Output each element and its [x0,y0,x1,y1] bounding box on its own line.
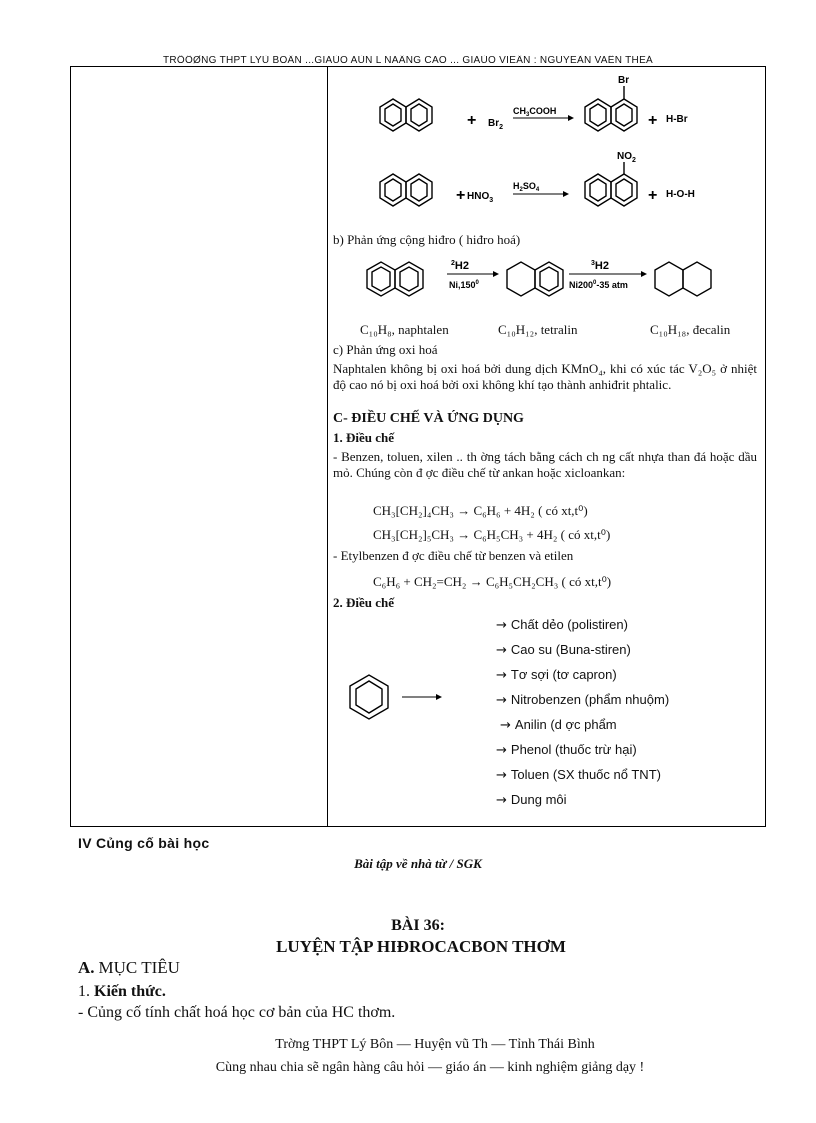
condition-1: Ni,150$^0$ [449,280,479,290]
tetralin-structure [507,262,563,296]
footer-slogan: Cùng nhau chia sẽ ngân hàng câu hỏi — giáo án — kinh nghiệm giảng dạy ! [215,1060,645,1074]
naphthalene-structure [380,99,432,131]
bromination-reaction [370,72,730,157]
acetic-acid-condition: $CH_3COOH$ [513,106,557,118]
homework-note: Bài tập về nhà từ / SGK [354,856,482,871]
h2-reagent-2: $^3$H2 [591,260,609,272]
benzene-applications-diagram [340,670,450,725]
section-iv-title: IV Củng cố bài học [78,835,210,851]
arrow-icon: → [496,618,507,633]
section-C-title: C- ĐIỀU CHẾ VÀ ỨNG DỤNG [333,411,524,426]
svg-text:+: + [648,187,658,204]
preparation-subtitle: 1. Điều chế [333,430,395,445]
naphthalene-structure [380,174,432,206]
list-item: → Tơ sợi (tơ capron) [496,667,617,683]
hydrogenation-scheme [355,250,750,320]
list-item: → Nitrobenzen (phẩm nhuộm) [496,692,670,708]
applications-list [496,617,669,817]
naphthalene-structure [367,262,423,296]
arrow-icon: → [496,768,507,783]
hno3-label: $HNO_3$ [467,191,494,204]
arrow-icon: → [500,718,511,733]
lesson-title: LUYỆN TẬP HIĐROCACBON THƠM [276,937,566,956]
applications-subtitle: 2. Điều chế [333,595,395,610]
nitronaphthalene-structure [585,162,637,206]
decalin-structure [655,262,711,296]
objective-item: - Củng cố tính chất hoá học cơ bản của HC thơm. [78,1004,396,1021]
equation-1: CH₃[CH₂]₄CH₃ → C₆H₆ + 4H₂ ( có xt,t⁰) [373,503,588,518]
br-substituent: Br [618,75,630,86]
list-item: → Chất dẻo (polistiren) [496,617,628,633]
decalin-label: C₁₀H₁₈, đecalin [650,322,731,337]
water-byproduct: H-O-H [666,189,695,200]
footer-school: Trờng THPT Lý Bôn — Huyện vũ Th — Tỉnh Thái Bình [275,1037,595,1052]
lesson-number: BÀI 36: [391,917,445,934]
arrow-icon: → [496,693,507,708]
svg-text:+: + [456,187,466,204]
arrow-icon: → [496,668,507,683]
benzene-structure [350,675,388,719]
section-b-title: b) Phản ứng cộng hiđro ( hiđro hoá) [333,232,521,247]
objectives-heading: A. MỤC TIÊU [78,958,180,977]
hbr-byproduct: H-Br [666,114,688,125]
list-item: → Toluen (SX thuốc nổ TNT) [496,767,661,783]
arrow-icon: → [496,743,507,758]
plus-sign: + [648,112,658,129]
condition-2: $Ni200^0-35$ atm [569,280,628,290]
knowledge-subtitle: 1. Kiến thức. [78,983,166,1000]
list-item: → Dung môi [496,792,567,808]
oxidation-paragraph: Naphtalen không bị oxi hoá bởi dung dịch KMnO₄, khi có xúc tác V₂O₅ ở nhiệt độ cao nó bị oxi hoá bởi oxi không khí tạo thành anhiđrit phtalic. [333,361,757,392]
equation-2: CH₃[CH₂]₅CH₃ → C₆H₅CH₃ + 4H₂ ( có xt,t⁰) [373,527,611,542]
br2-label: $Br_2$ [488,118,504,131]
page-header: TRÖÔØNG THPT LYÙ BOÂN ...GIAÙO AÙN L NAÂNG CAO ... GIAÙO VIEÂN : NGUYEÃN VAÊN THEÁ [162,55,654,66]
sulfuric-acid-condition: $H_2SO_4$ [513,181,540,193]
tetralin-label: C₁₀H₁₂, tetralin [498,322,578,337]
arrow-icon: → [496,793,507,808]
nitration-reaction [370,147,730,227]
plus-sign: + [467,112,477,129]
bromonaphthalene-structure [585,86,637,131]
ethylbenzene-note: - Etylbenzen đ ợc điều chế từ benzen và etilen [333,548,574,563]
list-item: → Cao su (Buna-stiren) [496,642,631,658]
preparation-paragraph: - Benzen, toluen, xilen .. th ờng tách bằng cách ch ng cất nhựa than đá hoặc dầu mỏ. Chúng còn đ ợc điều chế từ ankan hoặc xicloankan: [333,449,757,480]
naphthalene-label: C₁₀H₈, naphtalen [360,322,449,337]
no2-substituent: $NO_2$ [617,151,636,164]
list-item: → Phenol (thuốc trừ hại) [496,742,637,758]
section-c-title: c) Phản ứng oxi hoá [333,342,438,357]
h2-reagent-1: $^2$H2 [451,260,469,272]
equation-3: C₆H₆ + CH₂=CH₂ → C₆H₅CH₂CH₃ ( có xt,t⁰) [373,574,612,589]
list-item: → Anilin (d ợc phẩm [500,717,617,733]
column-divider [327,67,328,826]
arrow-icon: → [496,643,507,658]
